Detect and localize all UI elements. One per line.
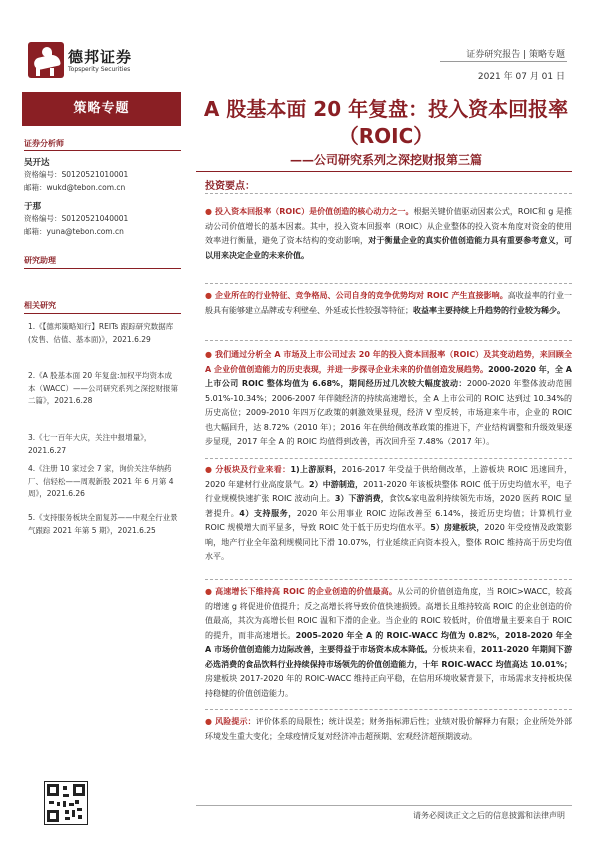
disclaimer-footer[interactable]: 请务必阅读正文之后的信息披露和法律声明 <box>413 811 565 820</box>
analyst-name: 吴开达 <box>24 158 50 168</box>
key-point-4: ● 分板块及行业来看：1)上游原料，2016-2017 年受益于供给侧改革，上游板块 ROIC 迅速回升，2020 年建材行业高度景气。2）中游制造，2011-2020 年该板块整体 ROIC 低于历史均值水平，电子行业规模快速扩张 ROIC 波动向上。3）下游消费，食饮&家电盈利持续领先市场，2020 医药 ROIC 显著提升。4）支持服务，2020 年公用事业 ROIC 边际改善至 6.14%，接近历史均值；计算机行业 ROIC 规模增大而平显多，导致 ROIC 处于低于历史均值水平。5）房建板块，2020 年受疫情及政策影响，地产行业全年盈利规模同比下滑 10.07%，行业延续正向资本投入，整体 ROIC 维持高于历史均值水平。 <box>205 465 572 561</box>
bullet-icon: ● <box>205 717 213 726</box>
key-point-1: ● 投入资本回报率（ROIC）是价值创造的核心动力之一。根据关键价值驱动因素公式，ROIC和 g 是推动公司价值增长的基本因素。其中，投入资本回报率（ROIC）从企业整体的投入资本角度对资金的使用效率进行衡量，避免了资本结构的变动影响，对于衡量企业的真实价值创造能力具有重要参考意义，可以用来决定企业的未来价值。 <box>205 207 573 260</box>
assistant-section <box>24 255 181 266</box>
section-divider <box>205 340 572 341</box>
related-report-1[interactable]: 1.《【德邦策略知行】REITs 跟踪研究数据库(发售、估值、基本面)》，2021.6.29 <box>28 322 174 344</box>
key-points-heading: 投资要点： <box>205 181 255 192</box>
report-date: 2021 年 07 月 01 日 <box>477 72 565 82</box>
analysts-section <box>24 138 181 149</box>
related-section <box>24 300 181 311</box>
footer-divider <box>196 805 572 806</box>
header-divider <box>440 61 567 62</box>
analysts-divider <box>24 150 181 151</box>
page-header <box>0 0 595 90</box>
analyst-email[interactable]: 邮箱：wukd@tebon.com.cn <box>24 183 126 192</box>
title-divider <box>196 171 572 172</box>
related-report-4[interactable]: 4.《注册 10 家过会 7 家，询价关注华纳药厂、信轻松——周观新股 2021 年 6 月第 4 周》，2021.6.26 <box>28 464 174 498</box>
key-points-divider <box>205 193 572 194</box>
report-category-banner: 策略专题 <box>22 92 181 126</box>
related-report-2[interactable]: 2.《A 股基本面 20 年复盘:加权平均资本成本（WACC）——公司研究系列之深挖财报第二篇》，2021.6.28 <box>28 371 178 405</box>
brand-name: 德邦证券 <box>68 48 133 66</box>
analyst-2 <box>24 198 181 238</box>
report-type: 证券研究报告 | 策略专题 <box>466 50 565 60</box>
related-report-3[interactable]: 3.《七一百年大庆，关注中报增量》，2021.6.27 <box>28 433 152 455</box>
key-point-2: ● 企业所在的行业特征、竞争格局、公司自身的竞争优势均对 ROIC 产生直接影响。高收益率的行业一般具有能够建立品牌或专利壁垒、外延或长性较强等特征；收益率主要持续上升趋势的行业较为稀少。 <box>205 291 572 315</box>
brand-name-en: Topsperity Securities <box>68 66 131 73</box>
report-title: A 股基本面 20 年复盘：投入资本回报率（ROIC） <box>203 97 569 148</box>
bullet-icon: ● <box>205 587 213 596</box>
analyst-email[interactable]: 邮箱：yuna@tebon.com.cn <box>24 227 124 236</box>
key-point-3: ● 我们通过分析全 A 市场及上市公司过去 20 年的投入资本回报率（ROIC）及其变动趋势，来回顾全 A 企业价值创造能力的历史表现，并进一步探寻企业未来的价值创造发展趋势。2000-2020 年，全 A 上市公司 ROIC 整体均值为 6.68%，期间经历过几次较大幅度波动：2000-2020 年整体波动范围 5.01%-10.34%；2006-2007 年伴随经济的持续高速增长，全 A 上市公司的 ROIC 达到过 10.34%的历史高位；2009-2010 年四万亿政策的刺激效果显现，经济 V 型反转，市场迎来牛市，企业的 ROIC 也大幅回升，达 8.72%（2010 年）；2016 年在供给侧改革政策的推进下，产业结构调整和升级效果逐步显现，2017 年全 A 的 ROIC 均值得到改善，再次回升至 7.48%（2017 年）。 <box>205 350 572 446</box>
bullet-icon: ● <box>205 291 213 300</box>
analyst-name: 于那 <box>24 202 42 212</box>
related-report-5[interactable]: 5.《支持服务板块全面复苏——中观全行业景气跟踪 2021 年第 5 期》，2021.6.25 <box>28 513 178 535</box>
analyst-cert: 资格编号：S0120521040001 <box>24 214 129 223</box>
analysts-heading: 证券分析师 <box>24 139 64 148</box>
brand-logo-icon <box>28 42 64 78</box>
key-point-5: ● 高速增长下维持高 ROIC 的企业创造的价值最高。从公司的价值创造角度，当 ROIC>WACC，较高的增速 g 将促进价值提升；反之高增长将导致价值快速损毁。高增长且维持较高 ROIC 的企业创造的价值最高，其次为高增长但 ROIC 温和下滑的企业。当企业的 ROIC 较低时，价值增量主要来自于 ROIC 的提升，而非高速增长。2005-2020 年全 A 的 ROIC-WACC 均值为 0.82%，2018-2020 年全 A 市场价值创造能力边际改善，主要得益于市场资本成本降低。分板块来看，2011-2020 年期间下游必选消费的食品饮料行业持续保持市场领先的价值创造能力，十年 ROIC-WACC 均值高达 10.01%；房建板块 2017-2020 年的 ROIC-WACC 维持正向平稳，在信用环境收紧背景下，市场需求支持板块保持稳健的价值创造能力。 <box>205 587 573 698</box>
analyst-cert: 资格编号：S0120521010001 <box>24 170 129 179</box>
section-divider <box>205 579 572 580</box>
related-divider <box>24 313 181 314</box>
qr-code-icon <box>44 781 88 825</box>
section-divider <box>205 458 572 459</box>
analyst-1 <box>24 154 181 194</box>
bullet-icon: ● <box>205 207 213 216</box>
section-divider <box>205 283 572 284</box>
bullet-icon: ● <box>205 350 213 359</box>
assistant-divider <box>24 268 181 269</box>
risk-warning: ● 风险提示：评价体系的局限性；统计误差；财务指标滞后性；业绩对股价解释力有限；企业所处外部环境发生重大变化；全球疫情反复对经济冲击超预期、宏观经济超预期波动。 <box>205 717 573 741</box>
related-heading: 相关研究 <box>24 301 56 310</box>
section-divider <box>205 709 572 710</box>
assistant-heading: 研究助理 <box>24 256 56 265</box>
report-subtitle: ——公司研究系列之深挖财报第三篇 <box>289 153 482 167</box>
bullet-icon: ● <box>205 465 213 474</box>
